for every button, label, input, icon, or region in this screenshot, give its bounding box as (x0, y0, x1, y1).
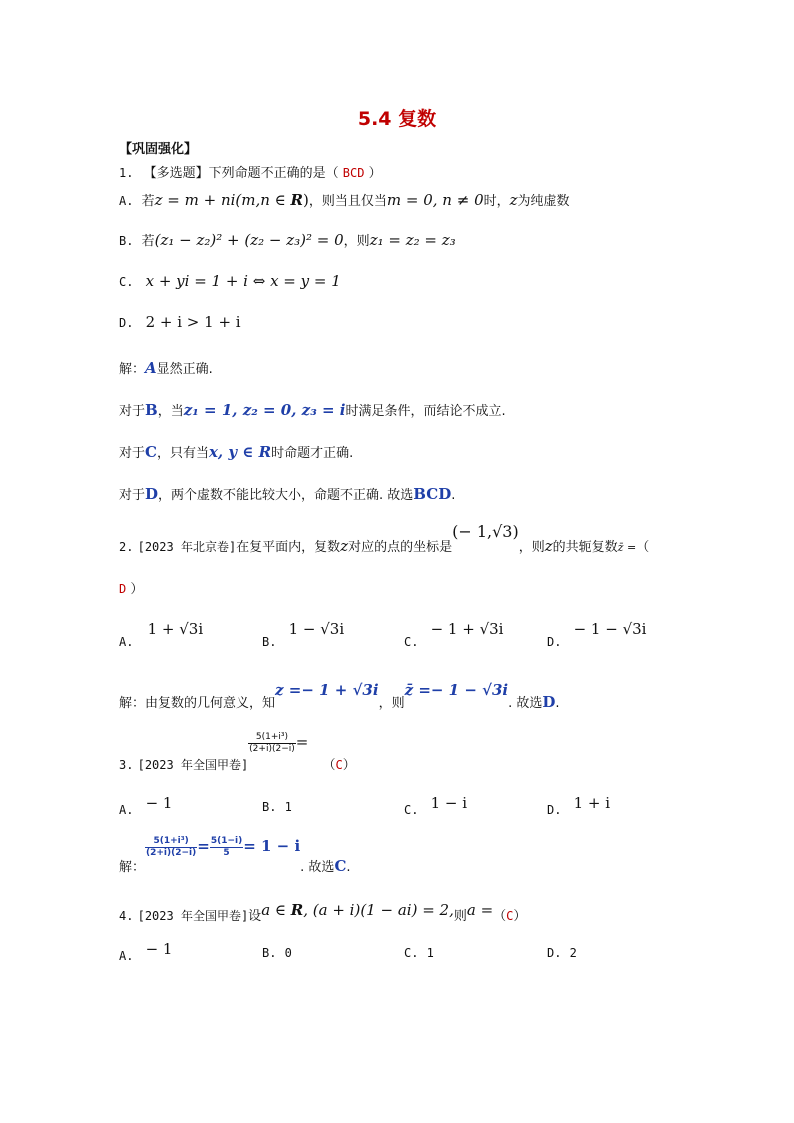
page-title: 5.4 复数 (357, 108, 437, 130)
q1-option-d: D. 2 + i > 1 + i (119, 313, 241, 331)
q1-solution-line-2: 对于B，当z₁ = 1, z₂ = 0, z₃ = i时满足条件，而结论不成立. (119, 401, 506, 419)
section-heading: 【巩固强化】 (119, 142, 198, 157)
answer-q1: BCD (342, 166, 365, 180)
question-4: 4. [2023 年全国甲卷]设a ∈ R, (a + i)(1 − ai) = 2,则a =（C） (119, 901, 527, 924)
q1-option-a: A. 若z = m + ni(m,n ∈ R)，则当且仅当m = 0, n ≠ 0时，z为纯虚数 (119, 191, 570, 209)
question-3: 3. [2023 年全国甲卷] $\frac{\text{5(1+i³)}}{(2+i)(2-i)}$ = （C） (119, 732, 356, 773)
q2-option-c: C. − 1 + √3i (404, 620, 504, 649)
q1-solution-line-3: 对于C，只有当x, y ∈ R时命题才正确. (119, 443, 354, 461)
q3-option-a: A. − 1 (119, 794, 173, 817)
answer-q2: D (119, 582, 127, 596)
answer-q3: C (335, 758, 343, 772)
q4-option-a: A. − 1 (119, 940, 173, 963)
q1-option-b: B. 若(z₁ − z₂)² + (z₂ − z₃)² = 0，则z₁ = z₂ = z₃ (119, 231, 456, 249)
q2-option-a: A. 1 + √3i (119, 620, 204, 649)
q2-option-d: D. − 1 − √3i (547, 620, 647, 649)
q3-option-c: C. 1 − i (404, 794, 468, 817)
q3-option-b: B. 1 (262, 800, 292, 814)
q2-option-b: B. 1 − √3i (262, 620, 345, 649)
q1-option-c: C. x + yi = 1 + i ⇔ x = y = 1 (119, 272, 341, 290)
q1-solution-line-4: 对于D，两个虚数不能比较大小，命题不正确. 故选BCD. (119, 485, 456, 503)
q4-option-d: D. 2 (547, 946, 577, 960)
q3-fraction: $\frac{\text{5(1+i³)}}{(2+i)(2-i)}$ (249, 732, 295, 754)
q2-solution: 解：由复数的几何意义，知z =− 1 + √3i，则z̄ =− 1 − √3i. 故选D. (119, 681, 560, 711)
question-2: 2. [2023 年北京卷]在复平面内，复数z对应的点的坐标是(− 1,√3)，则z的共轭复数z̄ =（ (119, 522, 650, 555)
answer-q4: C (506, 909, 514, 923)
q1-solution-line-1: 解：A显然正确. (119, 359, 213, 377)
q4-option-b: B. 0 (262, 946, 292, 960)
q3-solution: 解： $\frac{\text{5(1+i³)}}{(2+i)(2-i)}$ = $\frac{5(1-i)}{5}$ = 1 − i. 故选C. (119, 836, 351, 875)
question-2-answer-line: D ） (119, 582, 144, 597)
q4-option-c: C. 1 (404, 946, 434, 960)
question-1: 1. 【多选题】下列命题不正确的是（ BCD ） (119, 166, 382, 181)
q3-option-d: D. 1 + i (547, 794, 611, 817)
